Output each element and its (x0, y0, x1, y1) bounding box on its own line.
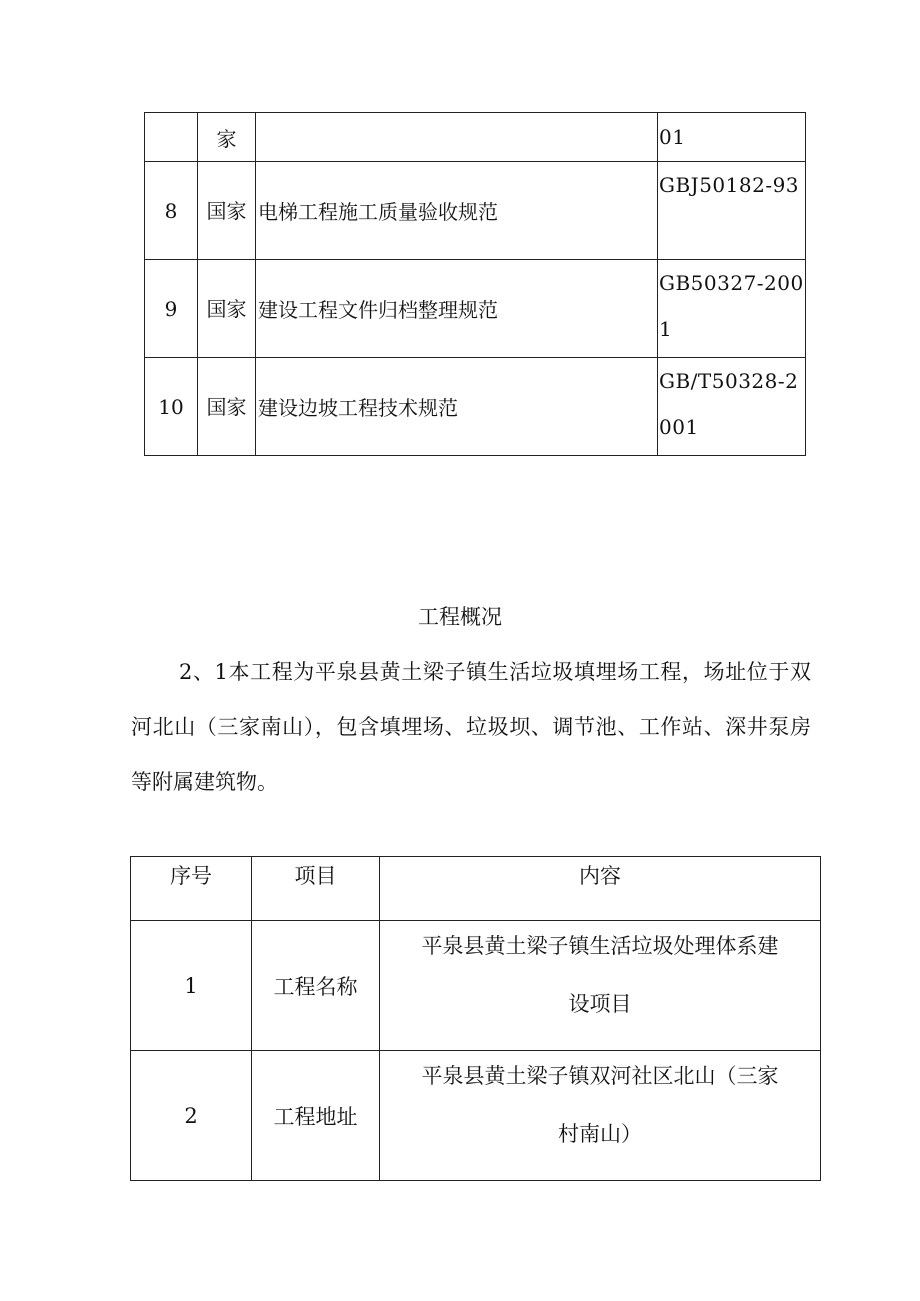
standard-code: GB50327-2001 (658, 260, 806, 358)
standard-code: GBJ50182-93 (658, 162, 806, 260)
row-number: 8 (145, 162, 198, 260)
content-line: 村南山） (558, 1122, 642, 1146)
content-line: 设项目 (568, 992, 632, 1016)
table-row (131, 921, 821, 1051)
standard-name: 建设边坡工程技术规范 (256, 358, 658, 456)
row-content (380, 1051, 821, 1181)
row-number: 9 (145, 260, 198, 358)
table-row (145, 113, 806, 162)
standards-table (144, 112, 806, 456)
table-row (145, 358, 806, 456)
standard-name (256, 113, 658, 162)
standard-name: 建设工程文件归档整理规范 (256, 260, 658, 358)
standard-level: 国家 (198, 260, 256, 358)
row-number (145, 113, 198, 162)
header-content: 内容 (380, 857, 821, 921)
overview-paragraph: 2、1本工程为平泉县黄土梁子镇生活垃圾填埋场工程，场址位于双河北山（三家南山），包含填埋场、垃圾坝、调节池、工作站、深井泵房等附属建筑物。 (131, 660, 811, 794)
standard-code: GB/T50328-2001 (658, 358, 806, 456)
header-item: 项目 (252, 857, 380, 921)
row-number: 1 (131, 921, 252, 1051)
row-number: 2 (131, 1051, 252, 1181)
table-row (145, 260, 806, 358)
row-item: 工程名称 (252, 921, 380, 1051)
standard-level: 国家 (198, 358, 256, 456)
header-number: 序号 (131, 857, 252, 921)
content-line: 平泉县黄土梁子镇生活垃圾处理体系建 (421, 934, 779, 958)
content-line: 平泉县黄土梁子镇双河社区北山（三家 (421, 1064, 779, 1088)
row-content (380, 921, 821, 1051)
standard-name: 电梯工程施工质量验收规范 (256, 162, 658, 260)
standard-level: 国家 (198, 162, 256, 260)
table-row (131, 1051, 821, 1181)
section-heading: 工程概况 (418, 605, 502, 629)
row-item: 工程地址 (252, 1051, 380, 1181)
standard-level: 家 (198, 113, 256, 162)
standard-code: 01 (658, 113, 806, 162)
table-row (145, 162, 806, 260)
table-header-row (131, 857, 821, 921)
row-number: 10 (145, 358, 198, 456)
project-overview-table (130, 856, 821, 1181)
